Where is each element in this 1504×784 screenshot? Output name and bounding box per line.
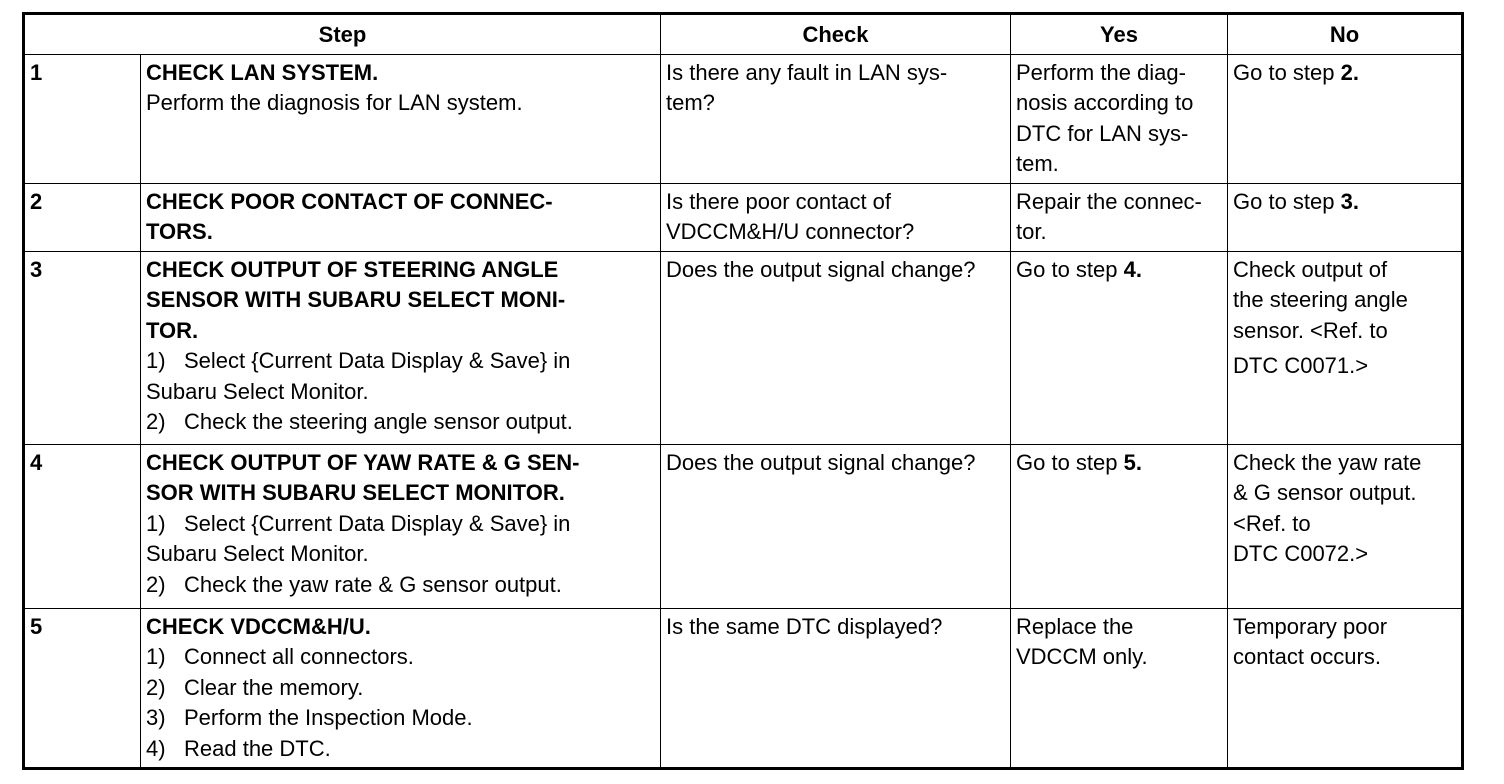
yes-text: Perform the diag- xyxy=(1016,59,1186,85)
step-description: Perform the diagnosis for LAN system. xyxy=(146,90,523,115)
yes-cell xyxy=(1011,608,1228,769)
check-text: Is the same DTC displayed? xyxy=(666,613,943,639)
header-check: Check xyxy=(661,14,1011,55)
check-cell xyxy=(661,54,1011,183)
yes-text: DTC for LAN sys- xyxy=(1016,120,1189,146)
yes-text: Go to step xyxy=(1016,256,1124,282)
yes-cell xyxy=(1011,54,1228,183)
substep xyxy=(146,642,655,673)
step-cell xyxy=(141,251,661,444)
substep-text: Select {Current Data Display & Save} in xyxy=(184,348,571,373)
substep xyxy=(146,407,655,438)
yes-text: VDCCM only. xyxy=(1016,644,1148,669)
step-title: CHECK POOR CONTACT OF CONNEC- xyxy=(146,188,553,214)
step-number: 4 xyxy=(24,444,141,608)
no-text: contact occurs. xyxy=(1233,644,1381,669)
substep xyxy=(146,539,655,570)
yes-text: Repair the connec- xyxy=(1016,188,1202,214)
substep-index: 4) xyxy=(146,735,166,761)
substep xyxy=(146,346,655,377)
yes-text: Go to step xyxy=(1016,449,1124,475)
header-yes: Yes xyxy=(1011,14,1228,55)
no-cell xyxy=(1228,608,1463,769)
no-text: Check the yaw rate xyxy=(1233,449,1422,475)
step-number: 2 xyxy=(24,183,141,251)
yes-text: Replace the xyxy=(1016,613,1134,639)
substep xyxy=(146,377,655,408)
no-text: the steering angle xyxy=(1233,287,1408,312)
diagnostic-table xyxy=(22,12,1464,770)
no-text: <Ref. to xyxy=(1233,510,1311,536)
substep-text: Subaru Select Monitor. xyxy=(146,541,369,566)
no-text: Temporary poor xyxy=(1233,613,1388,639)
no-text: Go to step xyxy=(1233,188,1341,214)
check-text: tem? xyxy=(666,90,715,115)
substep-index: 1) xyxy=(146,510,166,536)
yes-cell xyxy=(1011,183,1228,251)
substep-index: 3) xyxy=(146,705,166,730)
table-row xyxy=(24,54,1463,183)
yes-step-ref: 4. xyxy=(1123,256,1142,282)
step-title: CHECK OUTPUT OF STEERING ANGLE xyxy=(146,256,559,282)
step-cell xyxy=(141,54,661,183)
header-row xyxy=(24,14,1463,55)
no-text: & G sensor output. xyxy=(1233,480,1417,505)
step-title: CHECK LAN SYSTEM. xyxy=(146,59,379,85)
yes-cell xyxy=(1011,444,1228,608)
no-cell xyxy=(1228,444,1463,608)
no-cell xyxy=(1228,54,1463,183)
table-row xyxy=(24,444,1463,608)
step-cell xyxy=(141,183,661,251)
substep-text: Check the yaw rate & G sensor output. xyxy=(184,571,562,597)
substep-index: 1) xyxy=(146,348,166,373)
table-row xyxy=(24,608,1463,769)
substep xyxy=(146,570,655,601)
check-text: Does the output signal change? xyxy=(666,449,976,475)
no-cell xyxy=(1228,251,1463,444)
step-title: TOR. xyxy=(146,317,199,343)
check-text: VDCCM&H/U connector? xyxy=(666,219,915,244)
step-number: 1 xyxy=(24,54,141,183)
no-text: Check output of xyxy=(1233,256,1388,282)
no-text: DTC C0071.> xyxy=(1233,353,1369,378)
substep-text: Select {Current Data Display & Save} in xyxy=(184,510,571,536)
substep xyxy=(146,734,655,765)
step-cell xyxy=(141,444,661,608)
yes-text: tem. xyxy=(1016,151,1059,176)
check-cell xyxy=(661,608,1011,769)
no-text: sensor. <Ref. to xyxy=(1233,317,1388,343)
check-cell xyxy=(661,444,1011,608)
substep xyxy=(146,509,655,540)
substep-index: 2) xyxy=(146,409,166,434)
yes-text: tor. xyxy=(1016,219,1047,244)
step-number: 3 xyxy=(24,251,141,444)
yes-text: nosis according to xyxy=(1016,90,1194,115)
substep-text: Subaru Select Monitor. xyxy=(146,378,369,404)
table-row xyxy=(24,251,1463,444)
yes-step-ref: 5. xyxy=(1123,449,1142,475)
check-text: Is there poor contact of xyxy=(666,188,892,214)
substep-text: Check the steering angle sensor output. xyxy=(184,409,573,434)
substep-index: 2) xyxy=(146,674,166,700)
no-cell xyxy=(1228,183,1463,251)
step-number: 5 xyxy=(24,608,141,769)
check-text: Is there any fault in LAN sys- xyxy=(666,59,948,85)
substep-text: Connect all connectors. xyxy=(184,644,414,669)
no-step-ref: 2. xyxy=(1340,59,1359,85)
substep-text: Read the DTC. xyxy=(184,735,331,761)
check-text: Does the output signal change? xyxy=(666,256,976,282)
step-title: TORS. xyxy=(146,219,213,244)
check-cell xyxy=(661,251,1011,444)
step-title: CHECK VDCCM&H/U. xyxy=(146,613,371,639)
no-text: DTC C0072.> xyxy=(1233,541,1369,566)
check-cell xyxy=(661,183,1011,251)
substep-index: 2) xyxy=(146,571,166,597)
table-row xyxy=(24,183,1463,251)
no-step-ref: 3. xyxy=(1340,188,1359,214)
step-title: SENSOR WITH SUBARU SELECT MONI- xyxy=(146,287,566,312)
yes-cell xyxy=(1011,251,1228,444)
header-no: No xyxy=(1228,14,1463,55)
step-title: SOR WITH SUBARU SELECT MONITOR. xyxy=(146,480,565,505)
substep-text: Clear the memory. xyxy=(184,674,364,700)
step-title: CHECK OUTPUT OF YAW RATE & G SEN- xyxy=(146,449,580,475)
substep xyxy=(146,673,655,704)
header-step: Step xyxy=(24,14,661,55)
substep-index: 1) xyxy=(146,644,166,669)
step-cell xyxy=(141,608,661,769)
no-text: Go to step xyxy=(1233,59,1341,85)
substep-text: Perform the Inspection Mode. xyxy=(184,705,473,730)
substep xyxy=(146,703,655,734)
